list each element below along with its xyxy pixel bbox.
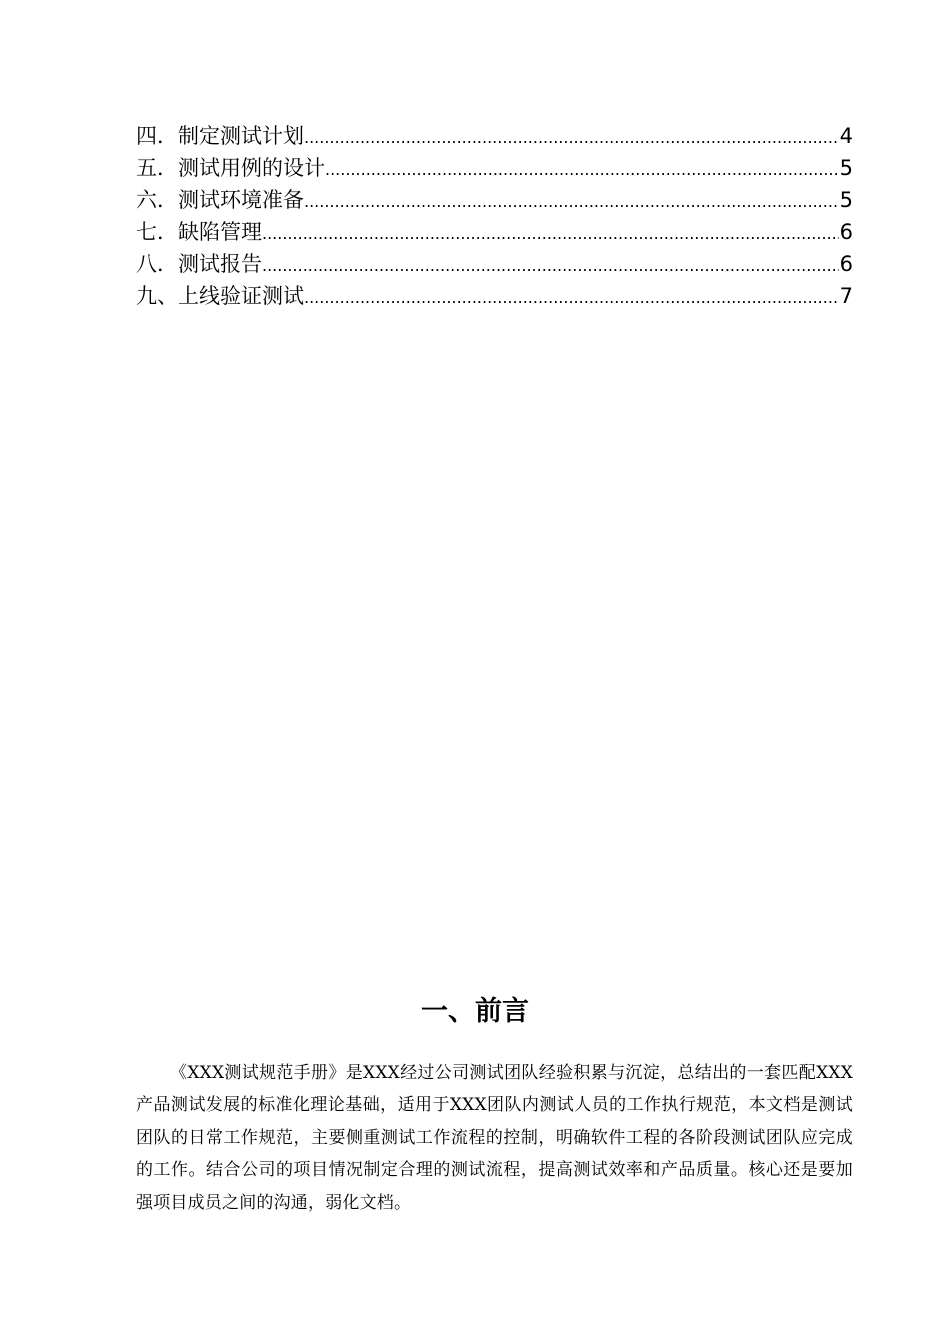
toc-entry-page: 5 [839,188,853,212]
toc-entry-page: 4 [839,124,853,148]
toc-entry-page: 5 [839,156,853,180]
table-of-contents [136,120,853,312]
toc-entry[interactable] [136,280,853,312]
toc-dot-leader [262,218,839,250]
toc-dot-leader [325,154,839,186]
toc-entry[interactable] [136,248,853,280]
toc-dot-leader [262,250,839,282]
toc-entry[interactable] [136,152,853,184]
toc-entry-label: 六．测试环境准备 [136,188,304,212]
section-heading: 一、前言 [421,996,529,1027]
toc-entry-label: 七．缺陷管理 [136,220,262,244]
toc-entry-page: 7 [839,284,853,308]
toc-dot-leader [304,186,839,218]
toc-entry[interactable] [136,120,853,152]
toc-entry-page: 6 [839,252,853,276]
toc-entry-page: 6 [839,220,853,244]
toc-entry-label: 五．测试用例的设计 [136,156,325,180]
toc-entry[interactable] [136,216,853,248]
toc-entry-label: 四．制定测试计划 [136,124,304,148]
toc-entry[interactable] [136,184,853,216]
toc-dot-leader [304,282,839,314]
section-paragraph: 《XXX测试规范手册》是XXX经过公司测试团队经验积累与沉淀，总结出的一套匹配XXX产品测试发展的标准化理论基础，适用于XXX团队内测试人员的工作执行规范，本文档是测试团队的日常工作规范，主要侧重测试工作流程的控制，明确软件工程的各阶段测试团队应完成的工作。结合公司的项目情况制定合理的测试流程，提高测试效率和产品质量。核心还是要加强项目成员之间的沟通，弱化文档。 [136,1063,853,1213]
toc-entry-label: 九、上线验证测试 [136,284,304,308]
toc-dot-leader [304,122,839,154]
toc-entry-label: 八．测试报告 [136,252,262,276]
